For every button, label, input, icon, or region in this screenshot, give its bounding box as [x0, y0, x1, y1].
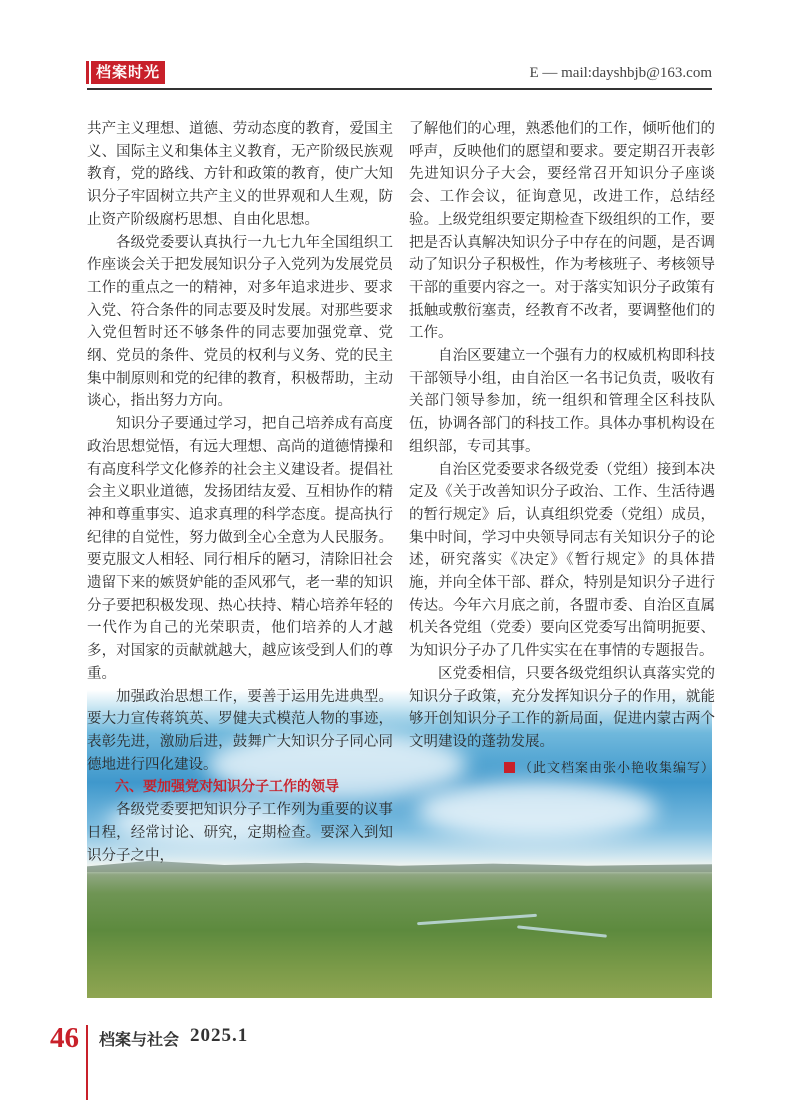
- left-column: [87, 118, 393, 867]
- paragraph: 各级党委要把知识分子工作列为重要的议事日程，经常讨论、研究，定期检查。要深入到知识分子之中，: [87, 802, 393, 864]
- issue-number: 2025.1: [190, 1025, 249, 1046]
- paragraph: 各级党委要认真执行一九七九年全国组织工作座谈会关于把发展知识分子入党列为发展党员工作的重点之一的精神，对多年追求进步、要求入党、符合条件的同志要及时发展。对那些要求入党但暂时还不够条件的同志要加强党章、党纲、党员的条件、党员的权利与义务、党的民主集中制原则和党的纪律的教育，积极帮助，主动谈心，指出努力方向。: [87, 234, 393, 410]
- paragraph: 自治区要建立一个强有力的权威机构即科技干部领导小组，由自治区一名书记负责，吸收有关部门领导参加，统一组织和管理全区科技队伍，协调各部门的科技工作。具体办事机构设在组织部，专司其事。: [409, 348, 715, 455]
- credit-text: （此文档案由张小艳收集编写）: [518, 760, 715, 776]
- red-square-icon: [504, 762, 515, 773]
- paragraph: 自治区党委要求各级党委（党组）接到本决定及《关于改善知识分子政治、工作、生活待遇的暂行规定》后，认真组织党委（党组）成员，集中时间，学习中央领导同志有关知识分子的论述，研究落实《决定》《暂行规定》的具体措施，并向全体干部、群众，特别是知识分子进行传达。今年六月底之前，各盟市委、自治区直属机关各党组（党委）要向区党委写出简明扼要、为知识分子办了几件实实在在事情的专题报告。: [409, 461, 715, 660]
- cloud: [417, 780, 657, 840]
- right-column: [409, 118, 715, 780]
- page-number: 46: [50, 1022, 79, 1054]
- header-accent-bar: [86, 61, 89, 84]
- paragraph: 共产主义理想、道德、劳动态度的教育，爱国主义、国际主义和集体主义教育，无产阶级民族观教育，党的路线、方针和政策的教育，使广大知识分子牢固树立共产主义的世界观和人生观，防止资产阶级腐朽思想、自由化思想。: [87, 121, 393, 228]
- section-subheading: 六、要加强党对知识分子工作的领导: [115, 779, 339, 796]
- header-divider: [87, 88, 712, 90]
- header-email: E — mail:dayshbjb@163.com: [529, 65, 712, 81]
- section-label: 档案时光: [91, 61, 165, 84]
- river: [517, 925, 607, 937]
- magazine-title: 档案与社会: [99, 1030, 180, 1049]
- river: [417, 914, 537, 925]
- paragraph: 区党委相信，只要各级党组织认真落实党的知识分子政策，充分发挥知识分子的作用，就能够开创知识分子工作的新局面，促进内蒙古两个文明建设的蓬勃发展。: [409, 665, 715, 750]
- paragraph: 加强政治思想工作，要善于运用先进典型。要大力宣传蒋筑英、罗健夫式模范人物的事迹，表彰先进，激励后进，鼓舞广大知识分子同心同德地进行四化建设。: [87, 688, 393, 773]
- article-credit: [409, 758, 715, 781]
- footer-accent-line: [86, 1025, 88, 1100]
- paragraph: 了解他们的心理，熟悉他们的工作，倾听他们的呼声，反映他们的愿望和要求。要定期召开表彰先进知识分子大会，要经常召开知识分子座谈会、工作会议，征询意见，改进工作，总结经验。上级党组织要定期检查下级组织的工作，要把是否认真解决知识分子中存在的问题，是否调动了知识分子积极性，作为考核班子、考核领导干部的重要内容之一。对于落实知识分子政策有抵触或敷衍塞责，经教育不改者，要调整他们的工作。: [409, 121, 715, 342]
- paragraph: 知识分子要通过学习，把自己培养成有高度政治思想觉悟，有远大理想、高尚的道德情操和有高度科学文化修养的社会主义建设者。提倡社会主义职业道德，发扬团结友爱、互相协作的精神和尊重事实、追求真理的科学态度。提高执行纪律的自觉性，努力做到全心全意为人民服务。要克服文人相轻、同行相斥的陋习，清除旧社会遗留下来的嫉贤妒能的歪风邪气，老一辈的知识分子要把积极发现、热心扶持、精心培养年轻的一代作为自己的光荣职责，他们培养的人才越多，对国家的贡献就越大，越应该受到人们的尊重。: [87, 416, 393, 682]
